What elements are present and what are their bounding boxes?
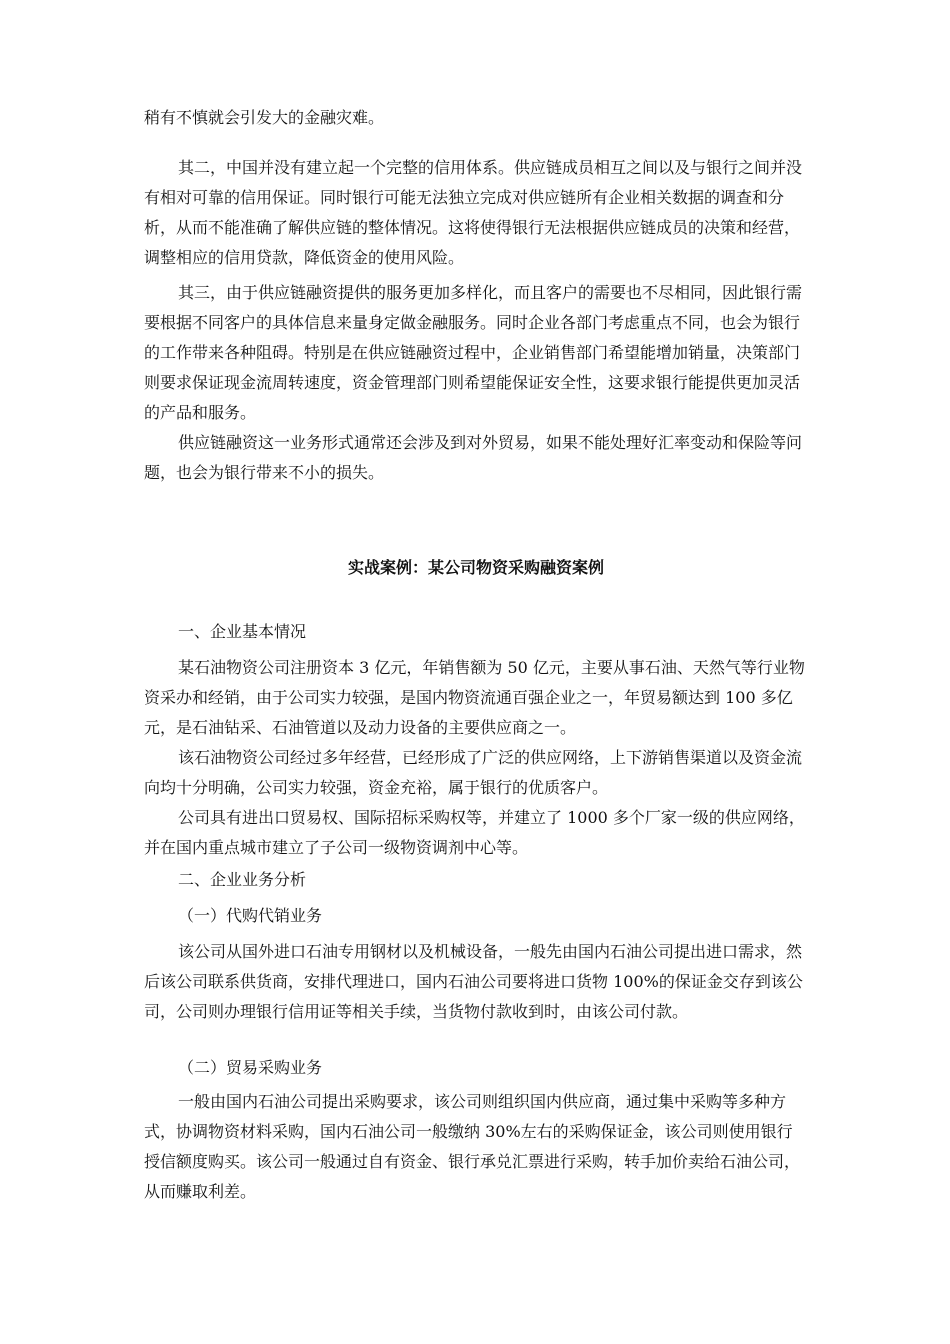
paragraph-trade-rights: 公司具有进出口贸易权、国际招标采购权等，并建立了 1000 多个厂家一级的供应网络，并在国内重点城市建立了子公司一级物资调剂中心等。 xyxy=(144,808,805,857)
paragraph-foreign-trade: 供应链融资这一业务形式通常还会涉及到对外贸易，如果不能处理好汇率变动和保险等问题，也会为银行带来不小的损失。 xyxy=(144,433,803,482)
paragraph-company-profile: 某石油物资公司注册资本 3 亿元，年销售额为 50 亿元，主要从事石油、天然气等行业物资采办和经销，由于公司实力较强，是国内物资流通百强企业之一，年贸易额达到 100 多亿元，是石油钻采、石油管道以及动力设备的主要供应商之一。 xyxy=(144,658,805,737)
section-heading-business-analysis: 二、企业业务分析 xyxy=(178,870,307,889)
paragraph-agency-business: 该公司从国外进口石油专用钢材以及机械设备，一般先由国内石油公司提出进口需求，然后该公司联系供货商，安排代理进口，国内石油公司要将进口货物 100%的保证金交存到该公司，公司则办理银行信用证等相关手续，当货物付款收到时，由该公司付款。 xyxy=(144,942,803,1021)
subsection-heading-agency: （一）代购代销业务 xyxy=(178,906,323,925)
paragraph-point-two: 其二，中国并没有建立起一个完整的信用体系。供应链成员相互之间以及与银行之间并没有相对可靠的信用保证。同时银行可能无法独立完成对供应链所有企业相关数据的调查和分析，从而不能准确了解供应链的整体情况。这将使得银行无法根据供应链成员的决策和经营，调整相应的信用贷款，降低资金的使用风险。 xyxy=(144,158,803,267)
paragraph-continuation: 稍有不慎就会引发大的金融灾难。 xyxy=(144,108,385,127)
case-title: 实战案例：某公司物资采购融资案例 xyxy=(347,558,604,577)
paragraph-supply-network: 该石油物资公司经过多年经营，已经形成了广泛的供应网络，上下游销售渠道以及资金流向均十分明确，公司实力较强，资金充裕，属于银行的优质客户。 xyxy=(144,748,803,797)
section-heading-basic-info: 一、企业基本情况 xyxy=(178,622,307,641)
paragraph-procurement-business: 一般由国内石油公司提出采购要求，该公司则组织国内供应商，通过集中采购等多种方式，协调物资材料采购，国内石油公司一般缴纳 30%左右的采购保证金，该公司则使用银行授信额度购买。该公司一般通过自有资金、银行承兑汇票进行采购，转手加价卖给石油公司，从而赚取利差。 xyxy=(144,1092,801,1201)
paragraph-point-three: 其三，由于供应链融资提供的服务更加多样化，而且客户的需要也不尽相同，因此银行需要根据不同客户的具体信息来量身定做金融服务。同时企业各部门考虑重点不同，也会为银行的工作带来各种阻碍。特别是在供应链融资过程中，企业销售部门希望能增加销量，决策部门则要求保证现金流周转速度，资金管理部门则希望能保证安全性，这要求银行能提供更加灵活的产品和服务。 xyxy=(144,283,803,422)
subsection-heading-procurement: （二）贸易采购业务 xyxy=(178,1058,323,1077)
